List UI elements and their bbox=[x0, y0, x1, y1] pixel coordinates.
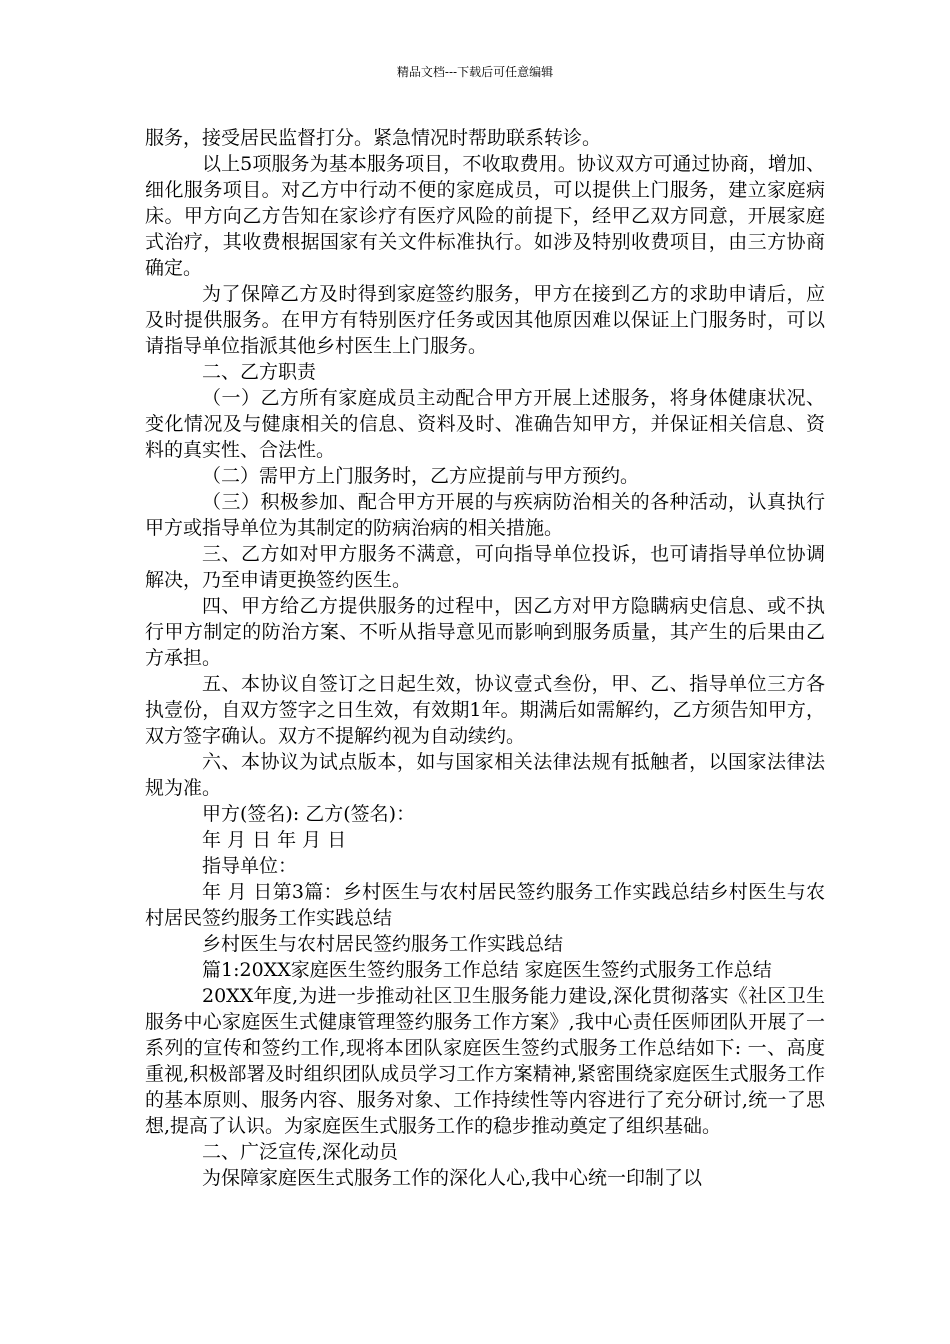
paragraph: 三、乙方如对甲方服务不满意，可向指导单位投诉，也可请指导单位协调解决，乃至申请更换签约医生。 bbox=[145, 543, 825, 591]
date-line: 年 月 日 年 月 日 bbox=[202, 829, 347, 851]
paragraph: 20XX年度,为进一步推动社区卫生服务能力建设,深化贯彻落实《社区卫生服务中心家庭医生式健康管理签约服务工作方案》,我中心责任医师团队开展了一系列的宣传和签约工作,现将本团队家庭医生签约式服务工作总结如下: 一、高度重视,积极部署及时组织团队成员学习工作方案精神,紧密围绕家庭医生式服务工作的基本原则、服务内容、服务对象、工作持续性等内容进行了充分研讨,统一了思想,提高了认识。为家庭医生式服务工作的稳步推动奠定了组织基础。 bbox=[145, 985, 825, 1137]
guidance-unit-line: 指导单位： bbox=[202, 855, 298, 877]
paragraph: （二）需甲方上门服务时，乙方应提前与甲方预约。 bbox=[202, 465, 640, 487]
paragraph: 四、甲方给乙方提供服务的过程中，因乙方对甲方隐瞒病史信息、或不执行甲方制定的防治方案、不听从指导意见而影响到服务质量，其产生的后果由乙方承担。 bbox=[145, 595, 825, 669]
paragraph: 服务，接受居民监督打分。紧急情况时帮助联系转诊。 bbox=[145, 127, 602, 149]
paragraph: 六、本协议为试点版本，如与国家相关法律法规有抵触者，以国家法律法规为准。 bbox=[145, 751, 825, 799]
signature-line: 甲方(签名): 乙方(签名)： bbox=[202, 803, 416, 825]
page-header: 精品文档---下载后可任意编辑 bbox=[396, 65, 554, 79]
paragraph: 以上5项服务为基本服务项目，不收取费用。协议双方可通过协商，增加、细化服务项目。对乙方中行动不便的家庭成员，可以提供上门服务，建立家庭病床。甲方向乙方告知在家诊疗有医疗风险的前提下，经甲乙双方同意，开展家庭式治疗，其收费根据国家有关文件标准执行。如涉及特别收费项目，由三方协商确定。 bbox=[145, 153, 825, 279]
article-title: 乡村医生与农村居民签约服务工作实践总结 bbox=[202, 933, 564, 955]
section-heading: 二、广泛宣传,深化动员 bbox=[202, 1141, 399, 1163]
section-heading: 二、乙方职责 bbox=[202, 361, 317, 383]
paragraph: 五、本协议自签订之日起生效，协议壹式叁份，甲、乙、指导单位三方各执壹份，自双方签字之日生效，有效期1年。期满后如需解约，乙方须告知甲方，双方签字确认。双方不提解约视为自动续约。 bbox=[145, 673, 825, 747]
paragraph: 年 月 日第3篇：乡村医生与农村居民签约服务工作实践总结乡村医生与农村居民签约服务工作实践总结 bbox=[145, 881, 825, 929]
paragraph: （一）乙方所有家庭成员主动配合甲方开展上述服务，将身体健康状况、变化情况及与健康相关的信息、资料及时、准确告知甲方，并保证相关信息、资料的真实性、合法性。 bbox=[145, 387, 825, 461]
paragraph: 为保障家庭医生式服务工作的深化人心,我中心统一印制了以 bbox=[202, 1167, 703, 1189]
document-body bbox=[145, 125, 825, 1191]
article-subtitle: 篇1:20XX家庭医生签约服务工作总结 家庭医生签约式服务工作总结 bbox=[202, 959, 772, 981]
paragraph: （三）积极参加、配合甲方开展的与疾病防治相关的各种活动，认真执行甲方或指导单位为其制定的防病治病的相关措施。 bbox=[145, 491, 825, 539]
paragraph: 为了保障乙方及时得到家庭签约服务，甲方在接到乙方的求助申请后，应及时提供服务。在甲方有特别医疗任务或因其他原因难以保证上门服务时，可以请指导单位指派其他乡村医生上门服务。 bbox=[145, 283, 825, 357]
